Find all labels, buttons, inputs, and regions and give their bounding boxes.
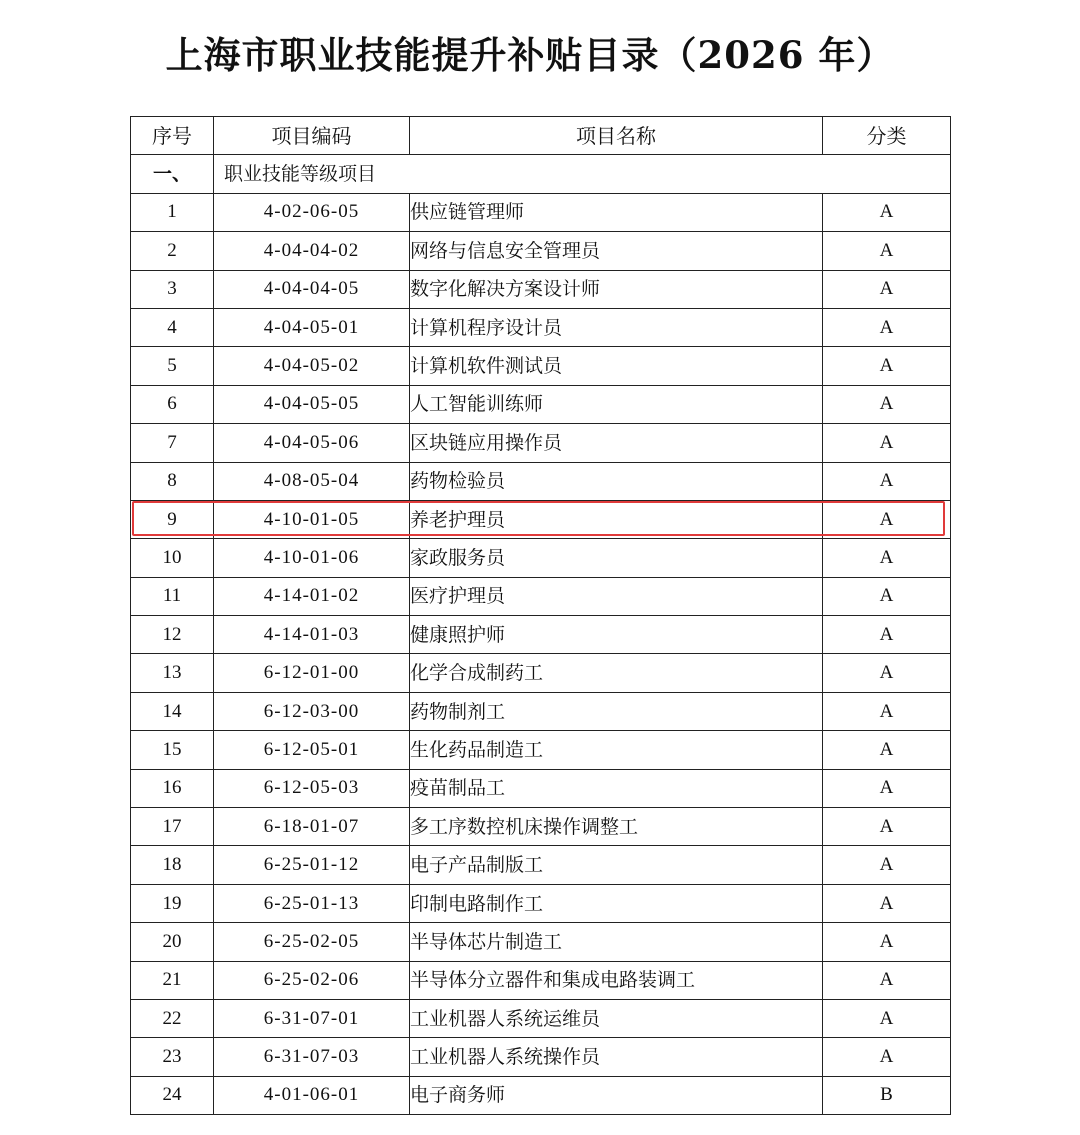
row-seq: 11	[131, 577, 214, 615]
table-row	[131, 884, 951, 922]
row-code: 6-25-01-12	[214, 846, 410, 884]
row-seq: 12	[131, 616, 214, 654]
row-seq: 24	[131, 1076, 214, 1114]
row-category: A	[823, 347, 951, 385]
row-name: 区块链应用操作员	[410, 424, 823, 462]
table-row	[131, 270, 951, 308]
row-name: 半导体芯片制造工	[410, 923, 823, 961]
row-category: A	[823, 769, 951, 807]
row-seq: 20	[131, 923, 214, 961]
row-name: 多工序数控机床操作调整工	[410, 808, 823, 846]
section-row	[131, 155, 951, 193]
row-seq: 17	[131, 808, 214, 846]
row-category: A	[823, 692, 951, 730]
row-code: 4-02-06-05	[214, 193, 410, 231]
row-name: 健康照护师	[410, 616, 823, 654]
row-code: 4-08-05-04	[214, 462, 410, 500]
table-row	[131, 999, 951, 1037]
row-name: 家政服务员	[410, 539, 823, 577]
row-name: 数字化解决方案设计师	[410, 270, 823, 308]
table-header-row	[131, 117, 951, 155]
row-seq: 3	[131, 270, 214, 308]
table-row	[131, 616, 951, 654]
row-seq: 2	[131, 232, 214, 270]
table-row	[131, 462, 951, 500]
row-code: 6-25-02-06	[214, 961, 410, 999]
row-category: A	[823, 923, 951, 961]
table-row	[131, 961, 951, 999]
row-code: 4-04-05-06	[214, 424, 410, 462]
row-name: 工业机器人系统操作员	[410, 1038, 823, 1076]
row-seq: 4	[131, 308, 214, 346]
table-row	[131, 385, 951, 423]
page-title: 上海市职业技能提升补贴目录（2026 年）	[165, 33, 895, 77]
row-name: 印制电路制作工	[410, 884, 823, 922]
row-code: 4-10-01-06	[214, 539, 410, 577]
row-seq: 9	[131, 500, 214, 538]
row-name: 计算机软件测试员	[410, 347, 823, 385]
table-row	[131, 1038, 951, 1076]
table-row	[131, 808, 951, 846]
table-row	[131, 232, 951, 270]
row-seq: 10	[131, 539, 214, 577]
row-category: A	[823, 654, 951, 692]
row-code: 6-12-05-01	[214, 731, 410, 769]
row-category: A	[823, 193, 951, 231]
row-seq: 5	[131, 347, 214, 385]
row-category: A	[823, 884, 951, 922]
table-row	[131, 1076, 951, 1114]
row-category: A	[823, 961, 951, 999]
row-code: 4-14-01-02	[214, 577, 410, 615]
row-seq: 8	[131, 462, 214, 500]
row-code: 6-12-01-00	[214, 654, 410, 692]
table-row	[131, 539, 951, 577]
row-category: A	[823, 808, 951, 846]
row-name: 药物检验员	[410, 462, 823, 500]
header-name: 项目名称	[410, 117, 823, 155]
table-row	[131, 424, 951, 462]
table-row	[131, 769, 951, 807]
row-code: 4-14-01-03	[214, 616, 410, 654]
table-row	[131, 846, 951, 884]
row-code: 4-04-05-02	[214, 347, 410, 385]
row-name: 养老护理员	[410, 500, 823, 538]
row-code: 4-04-05-05	[214, 385, 410, 423]
row-code: 6-12-05-03	[214, 769, 410, 807]
table-row	[131, 577, 951, 615]
row-seq: 15	[131, 731, 214, 769]
subsidy-catalog-table	[130, 116, 951, 1115]
row-name: 疫苗制品工	[410, 769, 823, 807]
row-seq: 23	[131, 1038, 214, 1076]
row-category: A	[823, 1038, 951, 1076]
row-name: 网络与信息安全管理员	[410, 232, 823, 270]
row-category: A	[823, 270, 951, 308]
row-name: 化学合成制药工	[410, 654, 823, 692]
row-seq: 21	[131, 961, 214, 999]
row-category: B	[823, 1076, 951, 1114]
row-seq: 6	[131, 385, 214, 423]
row-code: 4-04-04-02	[214, 232, 410, 270]
row-code: 4-04-04-05	[214, 270, 410, 308]
row-code: 4-10-01-05	[214, 500, 410, 538]
table-row	[131, 347, 951, 385]
row-category: A	[823, 616, 951, 654]
row-code: 6-12-03-00	[214, 692, 410, 730]
row-seq: 16	[131, 769, 214, 807]
row-category: A	[823, 385, 951, 423]
row-category: A	[823, 999, 951, 1037]
row-name: 供应链管理师	[410, 193, 823, 231]
row-name: 半导体分立器件和集成电路装调工	[410, 961, 823, 999]
row-name: 药物制剂工	[410, 692, 823, 730]
row-category: A	[823, 462, 951, 500]
row-code: 6-18-01-07	[214, 808, 410, 846]
table-row	[131, 923, 951, 961]
header-seq: 序号	[131, 117, 214, 155]
row-code: 4-04-05-01	[214, 308, 410, 346]
row-name: 工业机器人系统运维员	[410, 999, 823, 1037]
row-name: 医疗护理员	[410, 577, 823, 615]
section-number: 一、	[131, 155, 214, 193]
row-name: 电子商务师	[410, 1076, 823, 1114]
table-body	[131, 155, 951, 1115]
table-row	[131, 654, 951, 692]
row-category: A	[823, 731, 951, 769]
row-category: A	[823, 539, 951, 577]
table-row	[131, 500, 951, 538]
row-category: A	[823, 308, 951, 346]
row-code: 6-31-07-01	[214, 999, 410, 1037]
row-seq: 1	[131, 193, 214, 231]
row-seq: 13	[131, 654, 214, 692]
row-category: A	[823, 500, 951, 538]
row-seq: 22	[131, 999, 214, 1037]
table-row	[131, 308, 951, 346]
row-seq: 14	[131, 692, 214, 730]
row-category: A	[823, 846, 951, 884]
row-code: 6-25-01-13	[214, 884, 410, 922]
row-seq: 19	[131, 884, 214, 922]
row-category: A	[823, 232, 951, 270]
row-name: 生化药品制造工	[410, 731, 823, 769]
row-code: 6-31-07-03	[214, 1038, 410, 1076]
row-seq: 18	[131, 846, 214, 884]
row-name: 人工智能训练师	[410, 385, 823, 423]
row-seq: 7	[131, 424, 214, 462]
header-category: 分类	[823, 117, 951, 155]
header-code: 项目编码	[214, 117, 410, 155]
row-code: 4-01-06-01	[214, 1076, 410, 1114]
table-row	[131, 193, 951, 231]
table-row	[131, 731, 951, 769]
section-label: 职业技能等级项目	[214, 155, 951, 193]
row-code: 6-25-02-05	[214, 923, 410, 961]
row-name: 电子产品制版工	[410, 846, 823, 884]
table-row	[131, 692, 951, 730]
row-name: 计算机程序设计员	[410, 308, 823, 346]
row-category: A	[823, 577, 951, 615]
row-category: A	[823, 424, 951, 462]
